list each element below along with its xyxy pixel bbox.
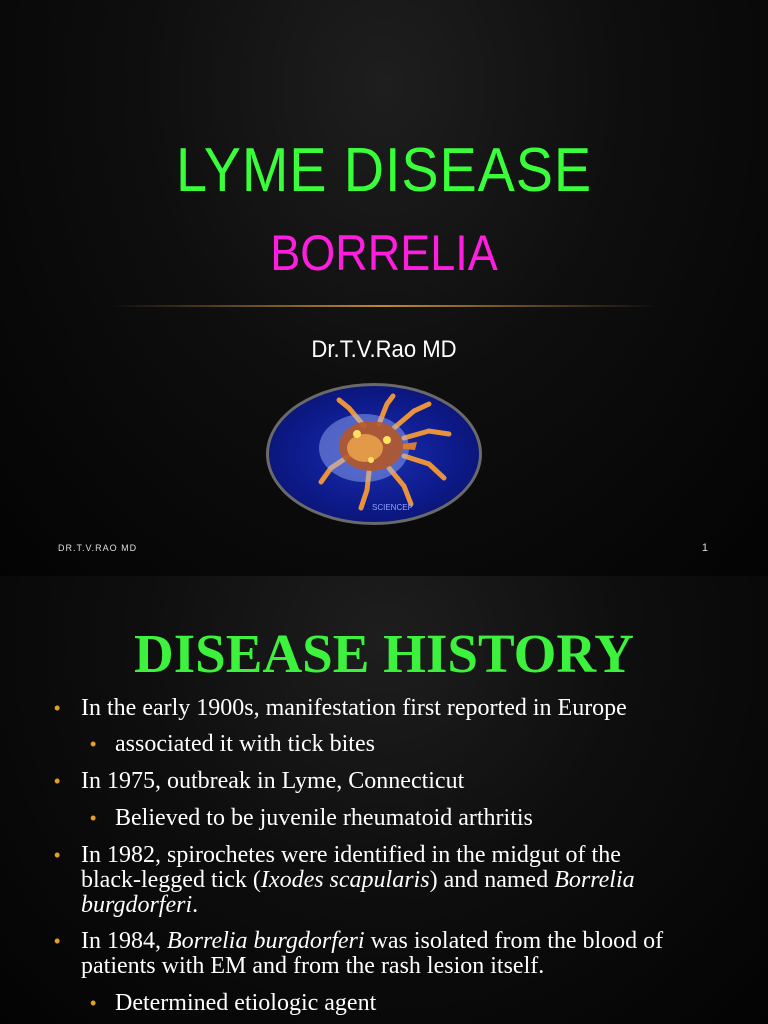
page-number: 1: [701, 542, 708, 554]
bullet-dot: •: [90, 734, 97, 754]
bullet-dot: •: [54, 931, 61, 951]
list-item: In 1984, Borrelia burgdorferi was isolated from the blood of patients with EM and from the rash lesion itself.: [81, 928, 664, 979]
slide-title: LYME DISEASE: [175, 136, 592, 205]
list-item: In 1982, spirochetes were identified in the midgut of the black-legged tick (Ixodes scapularis) and named Borrelia burgdorferi.: [81, 842, 635, 918]
bullet-dot: •: [54, 698, 61, 718]
title-divider: [110, 305, 658, 307]
bullet-dot: •: [54, 845, 61, 865]
list-item: In the early 1900s, manifestation first reported in Europe: [81, 695, 627, 721]
list-item: associated it with tick bites: [115, 731, 375, 757]
tick-image: [266, 383, 482, 525]
list-item: Believed to be juvenile rheumatoid arthritis: [115, 805, 533, 831]
bullet-dot: •: [54, 771, 61, 791]
footer-author: DR.T.V.RAO MD: [58, 543, 138, 553]
slide-subtitle: BORRELIA: [270, 225, 498, 281]
image-watermark: SCIENCEP: [372, 503, 413, 512]
tick-illustration: [269, 386, 479, 522]
list-item: In 1975, outbreak in Lyme, Connecticut: [81, 768, 465, 794]
slide-title: DISEASE HISTORY: [134, 623, 634, 684]
bullet-dot: •: [90, 993, 97, 1013]
slide-2: [0, 576, 768, 1024]
list-item: Determined etiologic agent: [115, 990, 377, 1016]
bullet-dot: •: [90, 808, 97, 828]
author-name: Dr.T.V.Rao MD: [311, 336, 457, 363]
list-item-line: In 1982, spirochetes were identified in the midgut of the: [81, 842, 621, 868]
